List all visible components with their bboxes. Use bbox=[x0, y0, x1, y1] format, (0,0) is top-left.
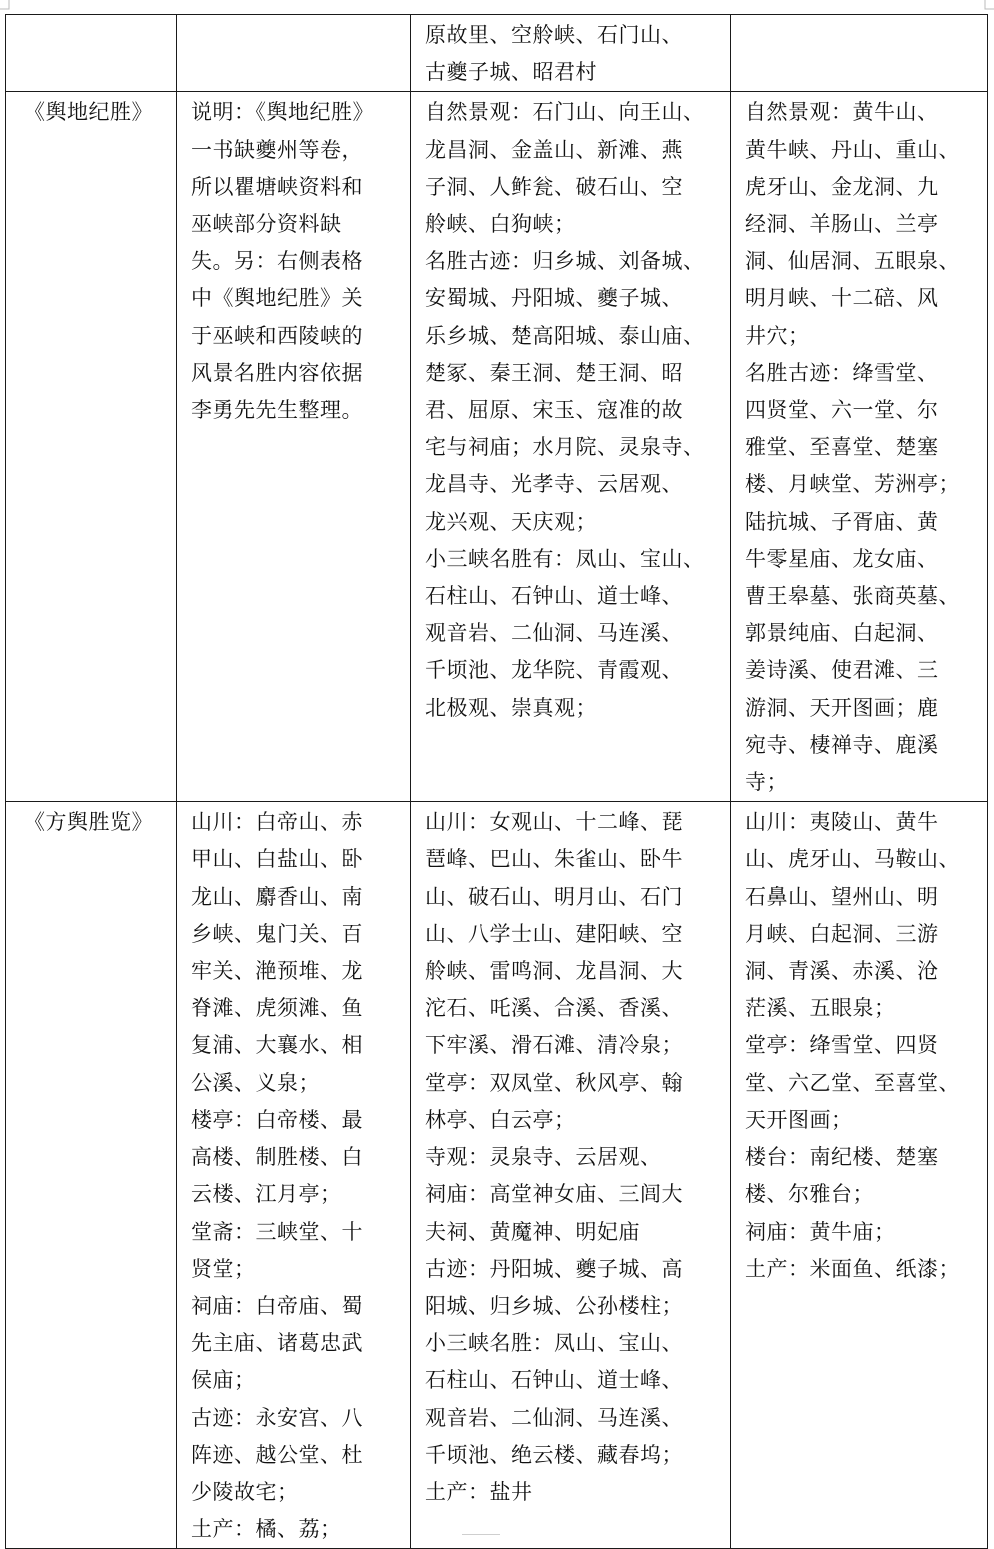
table-row bbox=[6, 15, 988, 92]
xiling-gorge-cell bbox=[731, 15, 988, 92]
book-title-cell bbox=[6, 15, 177, 92]
table-row bbox=[6, 92, 988, 802]
note-text: 说明：《舆地纪胜》 一书缺夔州等卷， 所以瞿塘峡资料和 巫峡部分资料缺 失。另：右侧表格 中《舆地纪胜》关 于巫峡和西陵峡的 风景名胜内容依据 李勇先先生整理。 bbox=[191, 100, 374, 423]
wu-gorge-cell bbox=[411, 92, 731, 802]
book-title-cell bbox=[6, 92, 177, 802]
wu-gorge-text: 原故里、空舲峡、石门山、 古夔子城、昭君村 bbox=[425, 23, 683, 85]
crop-mark-top-left-icon bbox=[0, 0, 10, 10]
crop-mark-top-right-icon bbox=[984, 0, 994, 10]
book-title: 《方舆胜览》 bbox=[24, 810, 153, 835]
note-cell bbox=[177, 92, 411, 802]
wu-gorge-text: 山川：女观山、十二峰、琵 琶峰、巴山、朱雀山、卧牛 山、破石山、明月山、石门 山、八学士山、建阳峡、空 舲峡、雷鸣洞、龙昌洞、大 沱石、吒溪、合溪、香溪、 下牢溪、滑石滩、清冷泉； 堂亭：双凤堂、秋风亭、翰 林亭、白云亭； 寺观：灵泉寺、云居观、 祠庙：高堂神女庙、三闾大 夫祠、黄魔神、明妃庙 古迹：丹阳城、夔子城、高 阳城、归乡城、公孙楼柱； 小三峡名胜：凤山、宝山、 石柱山、石钟山、道士峰、 观音岩、二仙洞、马连溪、 千顷池、绝云楼、藏春坞； 土产：盐井 bbox=[425, 810, 683, 1504]
wu-gorge-cell bbox=[411, 15, 731, 92]
note-cell bbox=[177, 15, 411, 92]
wu-gorge-text: 自然景观：石门山、向王山、 龙昌洞、金盖山、新滩、燕 子洞、人鲊瓮、破石山、空 舲峡、白狗峡； 名胜古迹：归乡城、刘备城、 安蜀城、丹阳城、夔子城、 乐乡城、楚高阳城、泰山庙、 楚冢、秦王洞、楚王洞、昭 君、屈原、宋玉、寇准的故 宅与祠庙；水月院、灵泉寺、 龙昌寺、光孝寺、云居观、 龙兴观、天庆观； 小三峡名胜有：凤山、宝山、 石柱山、石钟山、道士峰、 观音岩、二仙洞、马连溪、 千顷池、龙华院、青霞观、 北极观、崇真观； bbox=[425, 100, 705, 720]
xiling-gorge-text: 山川：夷陵山、黄牛 山、虎牙山、马鞍山、 石鼻山、望州山、明 月峡、白起洞、三游 洞、青溪、赤溪、沧 茫溪、五眼泉； 堂亭：绛雪堂、四贤 堂、六乙堂、至喜堂、 天开图画； 楼台：南纪楼、楚塞 楼、尔雅台； 祠庙：黄牛庙； 土产：米面鱼、纸漆； bbox=[745, 810, 960, 1281]
scenic-sites-table bbox=[5, 14, 988, 1549]
xiling-gorge-text: 自然景观：黄牛山、 黄牛峡、丹山、重山、 虎牙山、金龙洞、九 经洞、羊肠山、兰亭 洞、仙居洞、五眼泉、 明月峡、十二碚、风 井穴； 名胜古迹：绛雪堂、 四贤堂、六一堂、尔 雅堂、至喜堂、楚塞 楼、月峡堂、芳洲亭； 陆抗城、子胥庙、黄 牛零星庙、龙女庙、 曹王皋墓、张商英墓、 郭景纯庙、白起洞、 姜诗溪、使君滩、三 游洞、天开图画；鹿 宛寺、棲禅寺、鹿溪 寺； bbox=[745, 100, 960, 795]
note-text bbox=[177, 15, 410, 17]
book-title: 《舆地纪胜》 bbox=[24, 100, 153, 125]
wu-gorge-cell bbox=[411, 802, 731, 1549]
qutang-gorge-cell bbox=[177, 802, 411, 1549]
table-row bbox=[6, 802, 988, 1549]
book-title-cell bbox=[6, 802, 177, 1549]
xiling-gorge-cell bbox=[731, 802, 988, 1549]
xiling-gorge-cell bbox=[731, 92, 988, 802]
book-title bbox=[6, 15, 176, 17]
qutang-gorge-text: 山川：白帝山、赤 甲山、白盐山、卧 龙山、麝香山、南 乡峡、鬼门关、百 牢关、滟预堆、龙 脊滩、虎须滩、鱼 复浦、大襄水、相 公溪、义泉； 楼亭：白帝楼、最 高楼、制胜楼、白 云楼、江月亭； 堂斋：三峡堂、十 贤堂； 祠庙：白帝庙、蜀 先主庙、诸葛忠武 侯庙； 古迹：永安宫、八 阵迹、越公堂、杜 少陵故宅； 土产：橘、荔； bbox=[191, 810, 363, 1542]
xiling-gorge-text bbox=[731, 15, 987, 17]
